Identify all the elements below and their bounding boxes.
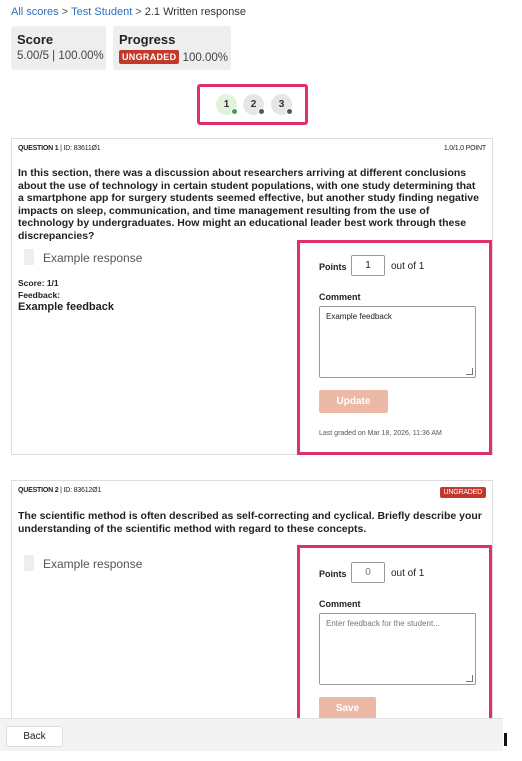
graded-check-icon — [231, 108, 238, 115]
points-input[interactable] — [351, 562, 385, 583]
score-summary — [11, 26, 106, 70]
points-label: Points — [319, 569, 347, 579]
progress-value: 100.00% — [182, 52, 229, 64]
question-nav-label: 3 — [278, 99, 285, 110]
feedback-label: Feedback: — [18, 290, 61, 300]
question-ungraded-badge: UNGRADED — [440, 487, 486, 498]
progress-ungraded-badge: UNGRADED — [119, 50, 179, 64]
comment-placeholder: Enter feedback for the student... — [326, 619, 440, 628]
points-out-of: out of 1 — [391, 568, 425, 579]
question-nav-label: 2 — [250, 99, 257, 110]
question-nav-item-3[interactable] — [271, 94, 292, 115]
breadcrumb-all-scores[interactable]: All scores — [11, 6, 59, 18]
question-header — [18, 145, 486, 152]
student-response: Example response — [43, 557, 143, 571]
question-text: In this section, there was a discussion about researchers arriving at different conclusions about the use of technology in certain student populations, with one study determining that a smartphone app for surgery students seemed effective, but another study finding negative impacts on sleep, communication, and time management resulting from the use of technology by undergraduates. How might an educational leader best work through these discrepancies? — [18, 167, 479, 242]
question-number: QUESTION 1 — [18, 145, 59, 152]
question-id: | ID: 83611Ø1 — [60, 145, 101, 152]
breadcrumb-separator: > — [135, 6, 142, 18]
breadcrumb-student[interactable]: Test Student — [71, 6, 133, 18]
feedback-text: Example feedback — [18, 301, 114, 313]
update-button[interactable]: Update — [319, 390, 388, 413]
back-button[interactable]: Back — [6, 726, 63, 747]
response-marker — [24, 249, 34, 265]
last-graded-timestamp: Last graded on Mar 18, 2026, 11:36 AM — [319, 430, 442, 437]
grading-panel-2 — [297, 545, 492, 738]
points-out-of: out of 1 — [391, 261, 425, 272]
comment-label: Comment — [319, 599, 361, 609]
student-response: Example response — [43, 251, 143, 265]
question-nav-item-2[interactable] — [243, 94, 264, 115]
score-line: Score: 1/1 — [18, 278, 59, 288]
question-header — [18, 487, 486, 498]
score-feedback — [18, 277, 114, 314]
progress-summary — [113, 26, 231, 70]
question-points: 1.0/1.0 POINT — [443, 145, 486, 152]
question-id: | ID: 83612Ø1 — [60, 487, 102, 494]
grading-panel-1 — [297, 240, 492, 455]
ungraded-dot-icon — [286, 108, 293, 115]
response-marker — [24, 555, 34, 571]
resize-handle-icon[interactable] — [466, 368, 473, 375]
ungraded-dot-icon — [258, 108, 265, 115]
score-value: 5.00/5 | 100.00% — [17, 50, 104, 62]
scrollbar-thumb[interactable] — [504, 733, 507, 746]
comment-textarea[interactable] — [319, 613, 476, 685]
question-text: The scientific method is often described as self-correcting and cyclical. Briefly describe your understanding of the scientific method with regard to these concepts. — [18, 510, 482, 535]
points-input[interactable] — [351, 255, 385, 276]
question-nav-item-1[interactable] — [216, 94, 237, 115]
points-label: Points — [319, 262, 347, 272]
comment-textarea[interactable] — [319, 306, 476, 378]
breadcrumb-separator: > — [61, 6, 69, 18]
breadcrumb-current: 2.1 Written response — [144, 6, 247, 18]
resize-handle-icon[interactable] — [466, 675, 473, 682]
footer-bar — [0, 718, 503, 751]
question-nav-label: 1 — [223, 99, 230, 110]
progress-label: Progress — [119, 32, 176, 47]
save-button[interactable]: Save — [319, 697, 376, 720]
comment-label: Comment — [319, 292, 361, 302]
comment-value: Example feedback — [326, 312, 392, 321]
question-number: QUESTION 2 — [18, 487, 59, 494]
breadcrumb — [11, 6, 246, 18]
score-label: Score — [17, 32, 54, 47]
